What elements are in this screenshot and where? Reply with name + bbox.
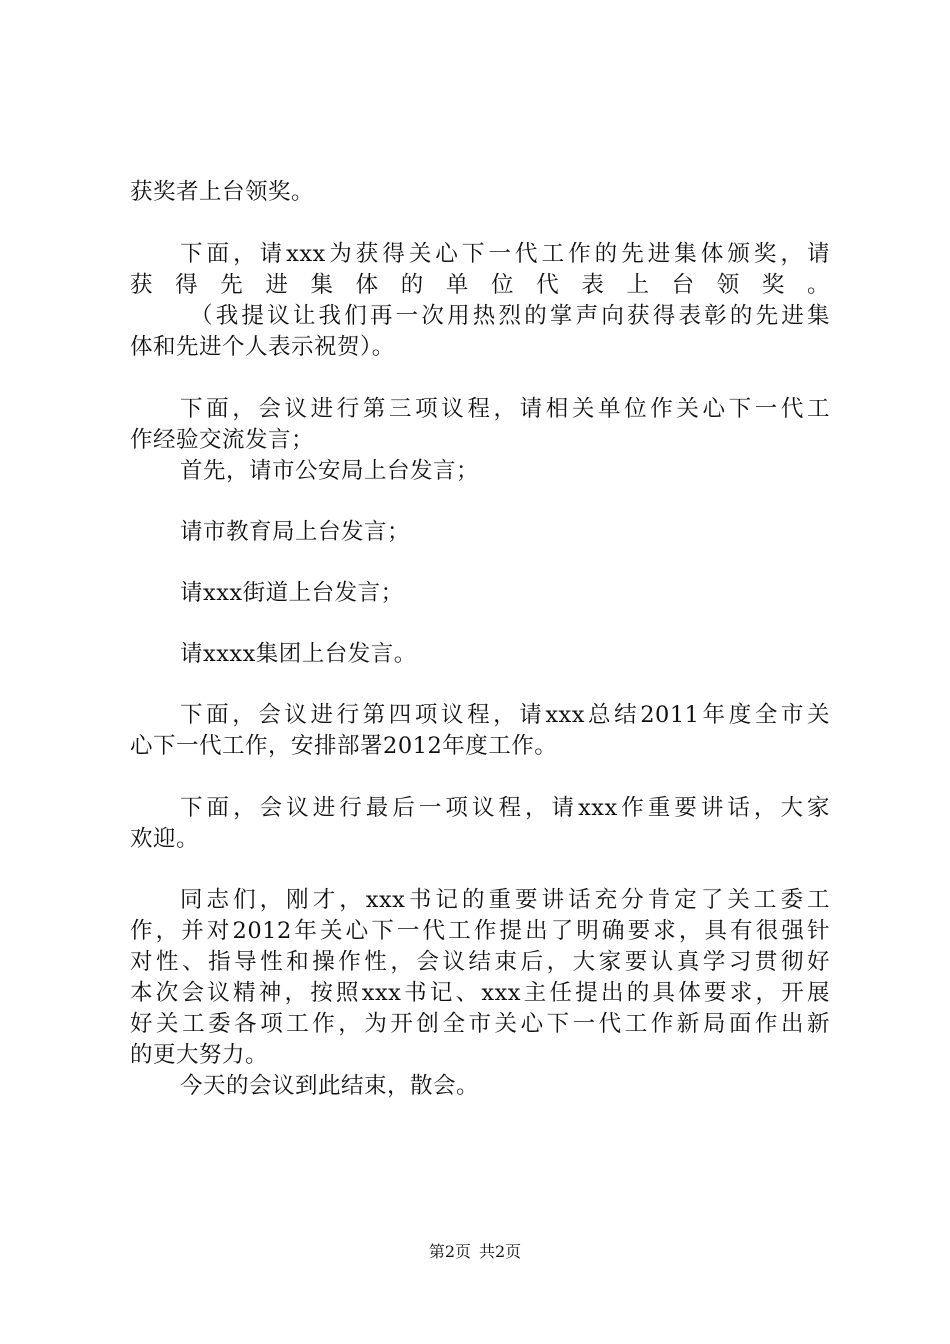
page-total: 共2页 bbox=[479, 1242, 522, 1261]
text-line: 获奖者上台领奖。 bbox=[130, 179, 315, 205]
text-line: 对性、指导性和操作性，会议结束后，大家要认真学习贯彻好 bbox=[130, 949, 830, 975]
text-line: 的更大努力。 bbox=[130, 1042, 269, 1068]
text-line: 作，并对2012年关心下一代工作提出了明确要求，具有很强针 bbox=[130, 918, 830, 944]
text-line: 请xxx街道上台发言； bbox=[180, 580, 404, 606]
text-line: 下面，会议进行最后一项议程，请xxx作重要讲话，大家 bbox=[180, 795, 830, 821]
text-line: 请xxxx集团上台发言。 bbox=[180, 641, 417, 667]
text-line: 首先，请市公安局上台发言； bbox=[180, 458, 480, 484]
text-line: 请市教育局上台发言； bbox=[180, 519, 411, 545]
text-line: 下面，会议进行第三项议程，请相关单位作关心下一代工 bbox=[180, 396, 830, 422]
text-line: 好关工委各项工作，为开创全市关心下一代工作新局面作出新 bbox=[130, 1011, 830, 1037]
text-line: 下面，会议进行第四项议程，请xxx总结2011年度全市关 bbox=[180, 702, 830, 728]
text-line: 作经验交流发言； bbox=[130, 427, 315, 453]
text-line: 本次会议精神，按照xxx书记、xxx主任提出的具体要求，开展 bbox=[130, 980, 830, 1006]
text-line: 下面，请xxx为获得关心下一代工作的先进集体颁奖，请 bbox=[180, 241, 830, 267]
text-line: 同志们，刚才，xxx书记的重要讲话充分肯定了关工委工 bbox=[180, 887, 830, 913]
text-line: 今天的会议到此结束，散会。 bbox=[180, 1073, 480, 1099]
text-line: （我提议让我们再一次用热烈的掌声向获得表彰的先进集 bbox=[190, 303, 830, 329]
page-number: 第2页 bbox=[428, 1242, 471, 1261]
text-line: 体和先进个人表示祝贺）。 bbox=[130, 334, 395, 360]
page-footer bbox=[0, 1242, 950, 1262]
text-line: 获得先进集体的单位代表上台领奖。 bbox=[130, 272, 830, 298]
text-line: 心下一代工作，安排部署2012年度工作。 bbox=[130, 733, 558, 759]
text-line: 欢迎。 bbox=[130, 826, 200, 852]
